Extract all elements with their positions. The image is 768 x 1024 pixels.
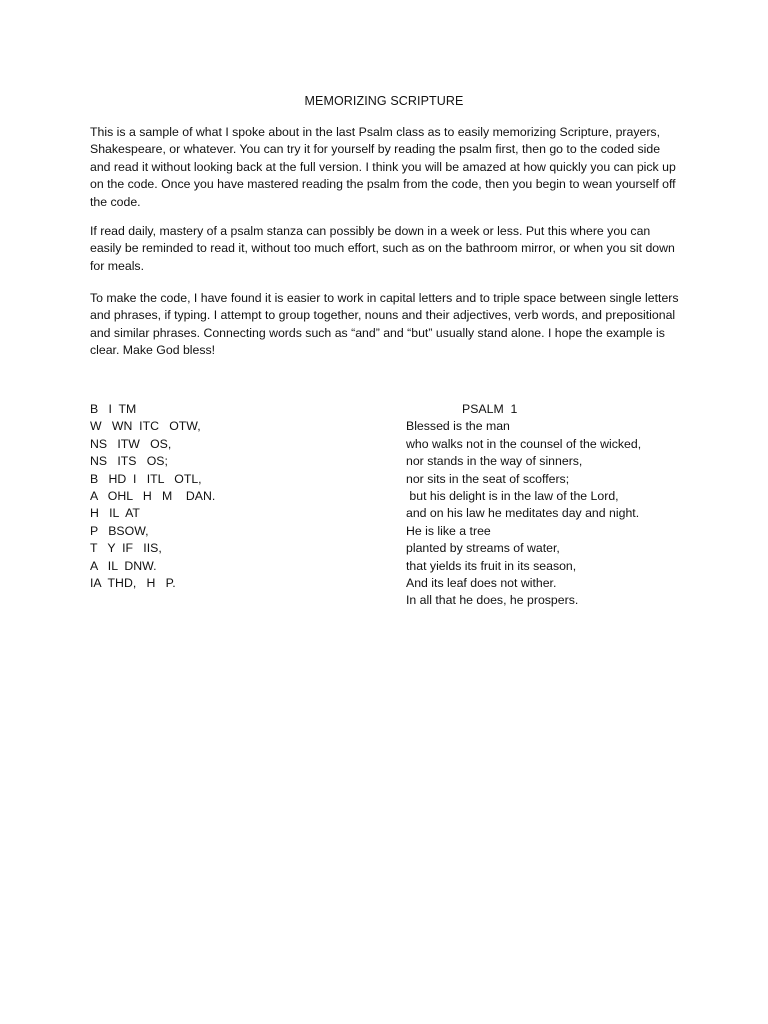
psalm-line: but his delight is in the law of the Lord, [406, 488, 619, 503]
psalm-line: and on his law he meditates day and night. [406, 506, 640, 521]
psalm-line: Blessed is the man [406, 419, 510, 434]
code-line: A IL DNW. [90, 558, 157, 573]
code-line: IA THD, H P. [90, 575, 176, 590]
daily-reading-paragraph: If read daily, mastery of a psalm stanza can possibly be down in a week or less. Put this where you can easily be reminded to read it, without too much effort, such as on the bathroom mirror, or when you sit down for meals. [90, 224, 675, 273]
code-instructions-paragraph: To make the code, I have found it is easier to work in capital letters and to triple space between single letters and phrases, if typing. I attempt to group together, nouns and their adjectives, verb words, and prepositional and similar phrases. Connecting words such as “and” and “but” usually stand alone. I hope the example is clear. Make God bless! [90, 291, 679, 358]
coded-psalm-column [90, 401, 350, 592]
code-line: T Y IF IIS, [90, 541, 162, 556]
full-psalm-column [406, 401, 706, 610]
code-line: W WN ITC OTW, [90, 419, 201, 434]
psalm-line: nor stands in the way of sinners, [406, 454, 583, 469]
psalm-line: In all that he does, he prospers. [406, 593, 579, 608]
code-line: P BSOW, [90, 523, 149, 538]
code-line: H IL AT [90, 506, 140, 521]
page-title: MEMORIZING SCRIPTURE [304, 94, 464, 108]
code-line: NS ITW OS, [90, 436, 172, 451]
code-line: B HD I ITL OTL, [90, 471, 202, 486]
psalm-line: And its leaf does not wither. [406, 575, 557, 590]
psalm-line: who walks not in the counsel of the wicked, [406, 436, 642, 451]
psalm-line: planted by streams of water, [406, 541, 560, 556]
code-line: NS ITS OS; [90, 454, 168, 469]
psalm-line: nor sits in the seat of scoffers; [406, 471, 570, 486]
intro-paragraph: This is a sample of what I spoke about in the last Psalm class as to easily memorizing Scripture, prayers, Shakespeare, or whatever. You can try it for yourself by reading the psalm first, then go to the coded side and read it without looking back at the full version. I think you will be amazed at how quickly you can pick up on the code. Once you have mastered reading the psalm from the code, then you begin to wean yourself off the code. [90, 125, 676, 209]
code-line: A OHL H M DAN. [90, 488, 216, 503]
psalm-line: that yields its fruit in its season, [406, 558, 577, 573]
psalm-heading: PSALM 1 [462, 402, 518, 416]
psalm-line: He is like a tree [406, 523, 491, 538]
code-line: B I TM [90, 402, 137, 416]
